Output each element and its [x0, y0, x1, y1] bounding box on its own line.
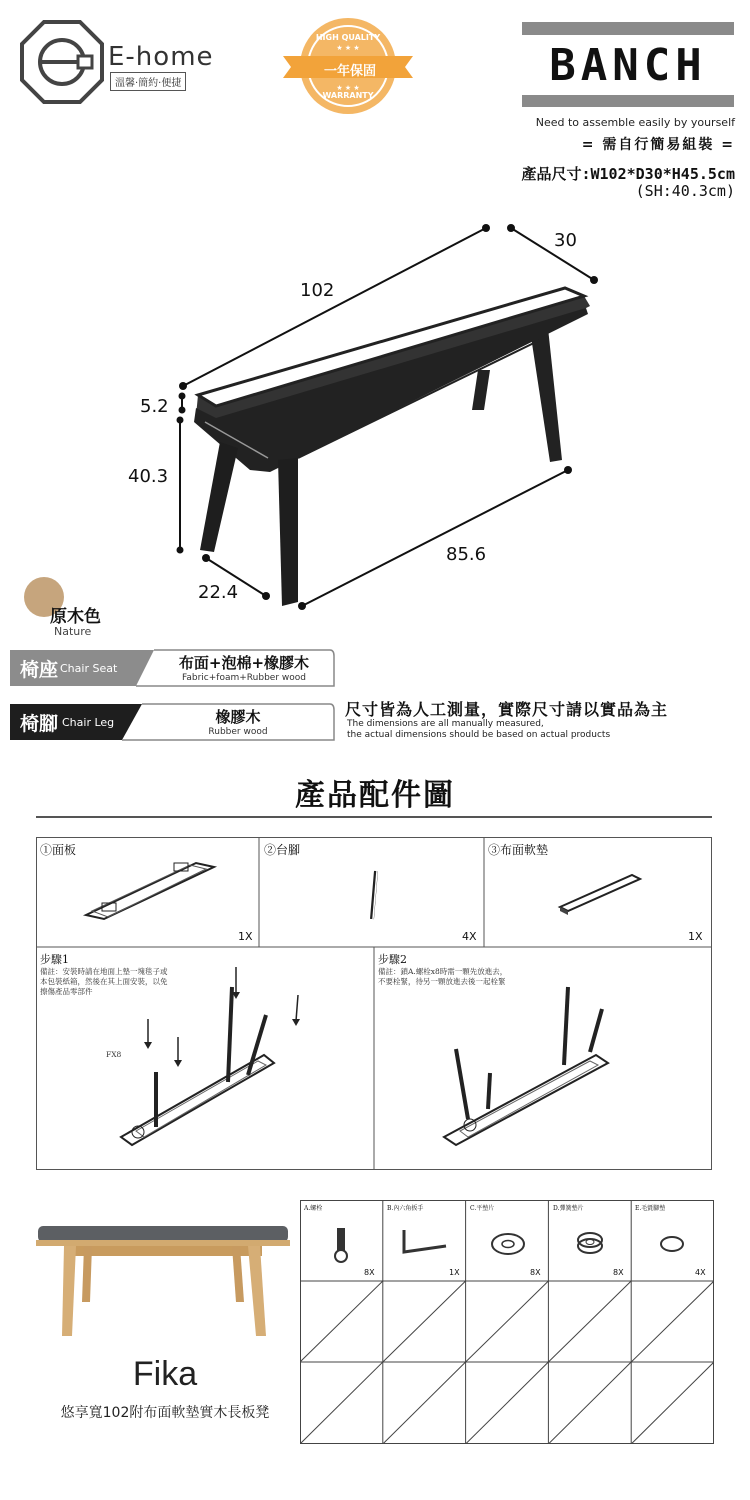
step2-note: [378, 967, 507, 987]
color-name-en: Nature: [54, 625, 92, 638]
series-description: 悠享寬102附布面軟墊實木長板凳: [60, 1405, 270, 1421]
measure-note-en-line1: The dimensions are all manually measured,: [347, 719, 544, 729]
hardware-b-name: B.內六角扳手: [387, 1205, 424, 1212]
dim-leg-depth: 22.4: [198, 582, 239, 603]
measure-note-en-line2: the actual dimensions should be based on actual products: [347, 730, 611, 740]
dim-seat-thickness: 5.2: [140, 396, 169, 417]
seat-material: [160, 652, 328, 683]
step1-note-line3: 擦傷產品零部件: [40, 987, 93, 996]
dim-width: 102: [300, 280, 335, 301]
measure-note-zh: 尺寸皆為人工測量，實際尺寸請以實品為主: [345, 700, 669, 719]
svg-text:HIGH QUALITY: HIGH QUALITY: [315, 33, 381, 42]
part-leg-qty: 4X: [462, 930, 477, 943]
title-bar-bottom: [522, 95, 734, 107]
seat-material-zh: 布面+泡棉+橡膠木: [178, 654, 310, 672]
hardware-c-name: C.平墊片: [470, 1205, 495, 1212]
hardware-b-qty: 1X: [449, 1268, 460, 1277]
material-label-leg: [10, 704, 160, 740]
hardware-grid: [300, 1200, 714, 1444]
dim-leg-span: 85.6: [446, 544, 487, 565]
part-panel-label: ①面板: [40, 843, 77, 857]
svg-text:★ ★ ★: ★ ★ ★: [336, 44, 360, 52]
leg-part-zh: 椅腳: [20, 713, 59, 735]
warranty-label: 一年保固: [323, 64, 376, 79]
material-label-seat: [10, 650, 160, 686]
hardware-e-qty: 4X: [695, 1268, 706, 1277]
parts-section-title: 產品配件圖: [295, 778, 455, 813]
step2-note-line1: 備註：鎖A.螺栓x8時需一顆先放進去，: [378, 967, 508, 976]
assemble-note-zh: = 需自行簡易組裝 =: [581, 137, 735, 153]
hardware-a-qty: 8X: [364, 1268, 375, 1277]
product-size: 產品尺寸:W102*D30*H45.5cm: [521, 165, 735, 183]
part-leg-label: ②台腳: [264, 843, 301, 857]
svg-text:★ ★ ★: ★ ★ ★: [336, 84, 360, 92]
bench-photo: [34, 1222, 294, 1352]
step2-note-line2: 不要栓緊，待另一顆放進去後一起栓緊: [378, 977, 506, 986]
dim-seat-height: 40.3: [128, 466, 169, 487]
leg-material-zh: 橡膠木: [215, 708, 261, 726]
step1-note-line2: 本包裝紙箱，然後在其上面安裝，以免: [40, 977, 168, 986]
brand-tagline: 溫馨·簡約·便捷: [110, 72, 186, 91]
product-title: BANCH: [549, 40, 707, 91]
seat-part-en: Chair Seat: [60, 662, 118, 675]
hardware-d-name: D.彈簧墊片: [553, 1205, 584, 1212]
leg-material: [160, 706, 316, 737]
seat-height-note: (SH:40.3cm): [635, 182, 735, 200]
parts-section-divider: [36, 816, 712, 818]
title-bar-top: [522, 22, 734, 35]
step2-label: 步驟2: [378, 953, 407, 966]
part-panel-qty: 1X: [238, 930, 253, 943]
brand-name: E-home: [108, 42, 214, 72]
measure-note-en: [347, 719, 610, 741]
step1-note: [40, 967, 168, 997]
series-name: Fika: [132, 1355, 198, 1393]
dim-depth: 30: [554, 230, 577, 251]
hardware-e-name: E.毛氈腳墊: [635, 1205, 666, 1212]
assemble-note-en: Need to assemble easily by yourself: [535, 116, 735, 129]
e-home-logo-icon: [18, 18, 106, 106]
step1-note-line1: 備註：安裝時請在地面上墊一塊毯子或: [40, 967, 168, 976]
svg-text:WARRANTY: WARRANTY: [322, 91, 374, 100]
hardware-d-qty: 8X: [613, 1268, 624, 1277]
hardware-c-qty: 8X: [530, 1268, 541, 1277]
seat-material-en: Fabric+foam+Rubber wood: [182, 673, 306, 683]
color-name: 原木色: [50, 607, 101, 627]
step1-label: 步驟1: [40, 953, 69, 966]
step1-fx-label: FX8: [106, 1050, 122, 1059]
parts-grid: [36, 837, 712, 1170]
leg-part-en: Chair Leg: [62, 716, 115, 729]
leg-material-en: Rubber wood: [208, 727, 268, 737]
bench-dimension-drawing: [0, 210, 750, 620]
seat-part-zh: 椅座: [20, 659, 59, 681]
hardware-a-name: A.螺栓: [304, 1205, 323, 1212]
part-cushion-qty: 1X: [688, 930, 703, 943]
part-cushion-label: ③布面軟墊: [488, 843, 549, 857]
